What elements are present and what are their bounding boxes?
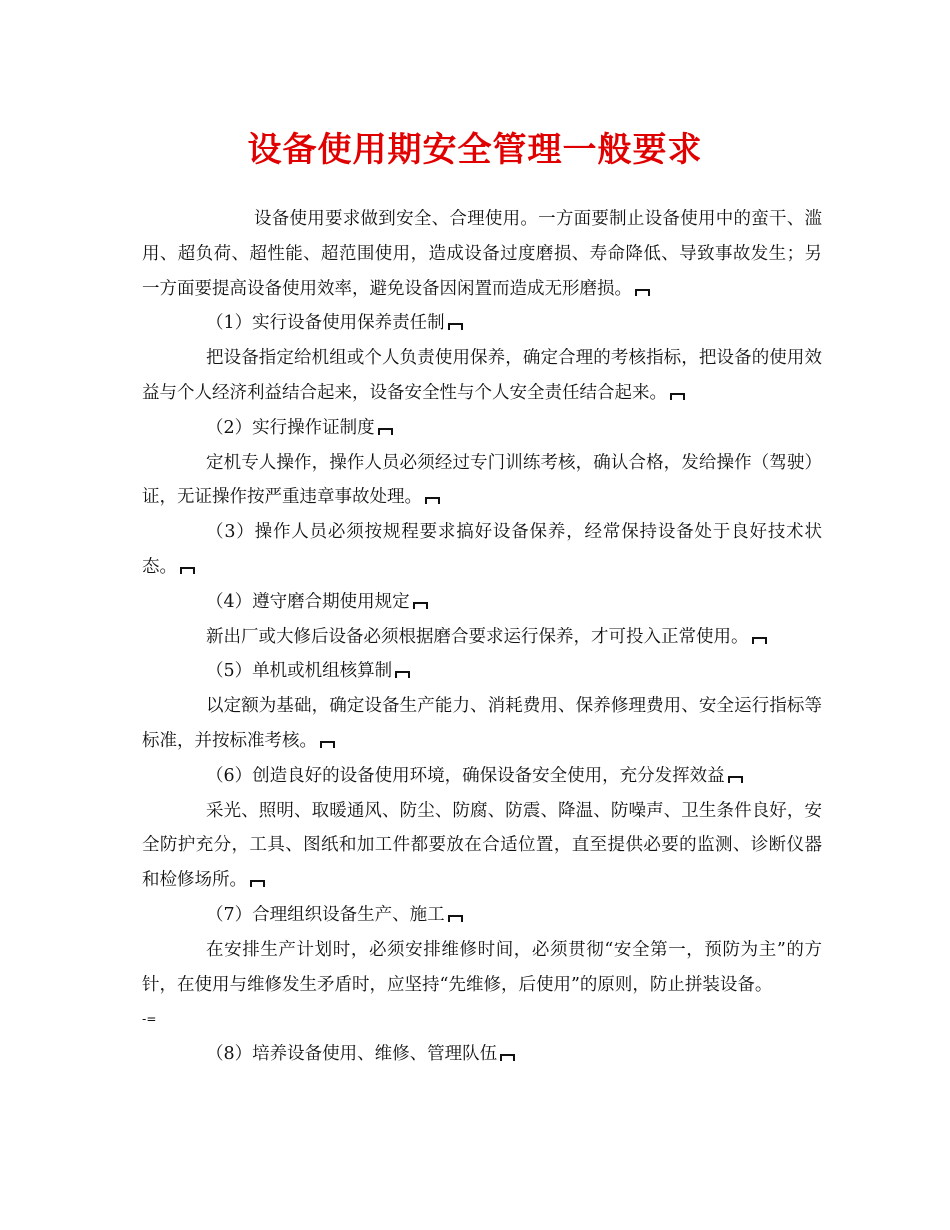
document-title: 设备使用期安全管理一般要求 [247,130,703,170]
section-heading-1 [142,306,822,341]
section-heading-text: （6）创造良好的设备使用环境，确保设备安全使用，充分发挥效益 [206,765,725,786]
paragraph-mark-icon [728,776,743,783]
paragraph-mark-icon [448,915,463,922]
section-heading-text: （1）实行设备使用保养责任制 [206,313,445,334]
document-body [142,202,822,1072]
paragraph-mark-icon [180,567,195,574]
section-heading-5 [142,654,822,689]
stray-mark: -= [142,1012,157,1027]
section-body-4 [142,620,822,655]
section-heading-text: （8）培养设备使用、维修、管理队伍 [206,1044,498,1065]
paragraph-mark-icon [500,1054,515,1061]
section-heading-text: （5）单机或机组核算制 [206,661,393,682]
paragraph-mark-icon [448,323,463,330]
section-body-text: 在安排生产计划时，必须安排维修时间，必须贯彻“安全第一，预防为主”的方针，在使用与维修发生矛盾时，应坚持“先维修，后使用”的原则，防止拼装设备。 [142,939,822,995]
paragraph-mark-icon [413,602,428,609]
section-body-5 [142,689,822,759]
paragraph-mark-icon [425,497,440,504]
paragraph-mark-icon [752,637,767,644]
section-body-6 [142,794,822,898]
section-heading-text: （3）操作人员必须按规程要求搞好设备保养，经常保持设备处于良好技术状态。 [142,522,822,577]
section-body-2 [142,446,822,516]
section-heading-text: （7）合理组织设备生产、施工 [206,904,445,925]
section-body-text: 以定额为基础，确定设备生产能力、消耗费用、保养修理费用、安全运行指标等标准，并按标准考核。 [142,696,822,751]
section-heading-3 [142,515,822,585]
section-heading-7 [142,898,822,933]
section-heading-2 [142,411,822,446]
section-body-1 [142,341,822,411]
intro-paragraph [142,202,822,306]
paragraph-mark-icon [635,289,650,296]
section-heading-text: （4）遵守磨合期使用规定 [206,591,410,612]
paragraph-mark-icon [320,741,335,748]
paragraph-mark-icon [378,428,393,435]
section-body-text: 采光、照明、取暖通风、防尘、防腐、防震、降温、防噪声、卫生条件良好，安全防护充分，工具、图纸和加工件都要放在合适位置，直至提供必要的监测、诊断仪器和检修场所。 [142,800,822,891]
section-heading-4 [142,585,822,620]
section-body-text: 定机专人操作，操作人员必须经过专门训练考核，确认合格，发给操作（驾驶）证，无证操作按严重违章事故处理。 [142,452,822,508]
section-heading-text: （2）实行操作证制度 [206,417,375,438]
intro-text: 设备使用要求做到安全、合理使用。一方面要制止设备使用中的蛮干、滥用、超负荷、超性能、超范围使用，造成设备过度磨损、寿命降低、导致事故发生；另一方面要提高设备使用效率，避免设备因闲置而造成无形磨损。 [142,209,822,299]
section-body-text: 把设备指定给机组或个人负责使用保养，确定合理的考核指标，把设备的使用效益与个人经济利益结合起来，设备安全性与个人安全责任结合起来。 [142,348,822,403]
section-body-text: 新出厂或大修后设备必须根据磨合要求运行保养，才可投入正常使用。 [206,626,749,647]
section-heading-6 [142,759,822,794]
paragraph-mark-icon [395,671,410,678]
paragraph-mark-icon [250,880,265,887]
paragraph-mark-icon [670,393,685,400]
section-body-7 [142,933,822,1003]
section-heading-8 [142,1037,822,1072]
